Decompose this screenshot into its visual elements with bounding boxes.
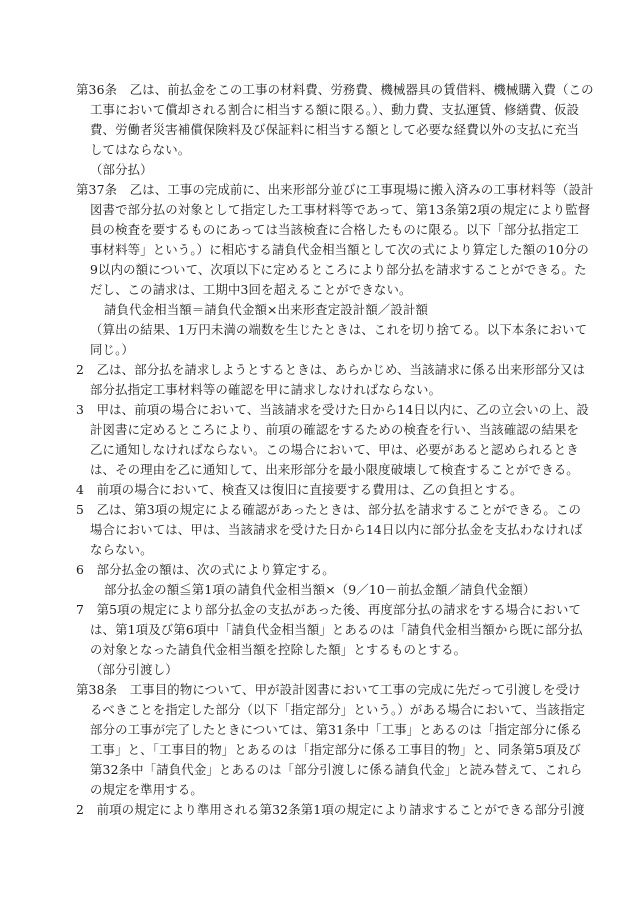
article-36-line: 第36条 乙は、前払金をこの工事の材料費、労務費、機械器具の賃借料、機械購入費（この xyxy=(76,82,594,97)
paragraph-line: は、その理由を乙に通知して、出来形部分を最小限度破壊して検査することができる。 xyxy=(90,462,579,477)
paragraph-line: 乙に通知しなければならない。この場合において、甲は、必要があると認められるとき xyxy=(90,442,579,457)
paragraph-line: 5 乙は、第3項の規定による確認があったときは、部分払を請求することができる。この xyxy=(76,502,582,517)
article-38-line: 部分の工事が完了したときについては、第31条中「工事」とあるのは「指定部分に係る xyxy=(90,722,583,737)
article-37-note-line: 同じ。） xyxy=(90,342,134,357)
article-37-paragraph-4 xyxy=(76,480,558,500)
article-38-line: の規定を準用する。 xyxy=(90,782,203,797)
paragraph-line: 7 第5項の規定により部分払金の支払があった後、再度部分払の請求をする場合において xyxy=(76,602,582,617)
article-37-line: 9以内の額について、次項以下に定めるところにより部分払を請求することができる。た xyxy=(90,262,587,277)
paragraph-line: 6 部分払金の額は、次の式により算定する。 xyxy=(76,562,335,577)
article-37-note-line: （算出の結果、1万円未満の端数を生じたときは、これを切り捨てる。以下本条において xyxy=(90,322,588,337)
article-37-caption: （部分払） xyxy=(90,162,153,177)
article-37-paragraph-6 xyxy=(76,560,558,600)
paragraph-line: 場合においては、甲は、当該請求を受けた日から14日以内に部分払金を支払わなければ xyxy=(90,522,583,537)
paragraph-line: ならない。 xyxy=(90,542,153,557)
article-36 xyxy=(76,80,594,160)
article-37-paragraph-2 xyxy=(76,360,586,400)
paragraph-line: 部分払指定工事材料等の確認を甲に請求しなければならない。 xyxy=(90,382,442,397)
article-36-line: してはならない。 xyxy=(90,142,191,157)
article-36-line: 工事において償却される割合に相当する額に限る。）、動力費、支払運賃、修繕費、仮設 xyxy=(90,102,580,117)
paragraph-line: 3 甲は、前項の場合において、当該請求を受けた日から14日以内に、乙の立会いの上、設 xyxy=(76,402,589,417)
paragraph-line: 2 乙は、部分払を請求しようとするときは、あらかじめ、当該請求に係る出来形部分又は xyxy=(76,362,586,377)
article-38-line: 第38条 工事目的物について、甲が設計図書において工事の完成に先だって引渡しを受け xyxy=(76,682,581,697)
article-37-line: 員の検査を要するものにあっては当該検査に合格したものに限る。以下「部分払指定工 xyxy=(90,222,579,237)
article-37-paragraph-7 xyxy=(76,600,583,660)
article-37-line: 事材料等」という。）に相応する請負代金相当額として次の式により算定した額の10分の xyxy=(90,242,589,257)
article-36-line: 費、労働者災害補償保険料及び保証料に相当する額として必要な経費以外の支払に充当 xyxy=(90,122,580,137)
paragraph-line: 計図書に定めるところにより、前項の確認をするための検査を行い、当該確認の結果を xyxy=(90,422,580,437)
article-38-line: 第32条中「請負代金」とあるのは「部分引渡しに係る請負代金」と読み替えて、これら xyxy=(90,762,583,777)
paragraph-line: 4 前項の場合において、検査又は復旧に直接要する費用は、乙の負担とする。 xyxy=(76,482,523,497)
article-38 xyxy=(76,680,586,800)
article-37 xyxy=(76,180,594,360)
article-37-formula: 請負代金相当額＝請負代金額×出来形査定設計額／設計額 xyxy=(104,302,429,317)
document-page xyxy=(76,80,594,820)
article-38-line: 工事」と、「工事目的物」とあるのは「指定部分に係る工事目的物」と、同条第5項及び xyxy=(90,742,581,757)
paragraph-line: は、第1項及び第6項中「請負代金相当額」とあるのは「請負代金相当額から既に部分払 xyxy=(90,622,583,637)
article-37-paragraph-3 xyxy=(76,400,589,480)
article-37-line: 第37条 乙は、工事の完成前に、出来形部分並びに工事現場に搬入済みの工事材料等（設計 xyxy=(76,182,594,197)
paragraph-6-formula: 部分払金の額≦第1項の請負代金相当額×（9／10－前払金額／請負代金額） xyxy=(104,582,536,597)
article-38-line: るべきことを指定した部分（以下「指定部分」という。）がある場合において、当該指定 xyxy=(90,702,586,717)
article-38-caption: （部分引渡し） xyxy=(90,662,178,677)
paragraph-line: 2 前項の規定により準用される第32条第1項の規定により請求することができる部分引渡 xyxy=(76,802,585,817)
article-37-line: だし、この請求は、工期中3回を超えることができない。 xyxy=(90,282,412,297)
article-37-paragraph-5 xyxy=(76,500,583,560)
paragraph-line: の対象となった請負代金相当額を控除した額」とするものとする。 xyxy=(90,642,467,657)
article-37-line: 図書で部分払の対象として指定した工事材料等であって、第13条第2項の規定により監督 xyxy=(90,202,591,217)
article-38-paragraph-2 xyxy=(76,800,585,820)
